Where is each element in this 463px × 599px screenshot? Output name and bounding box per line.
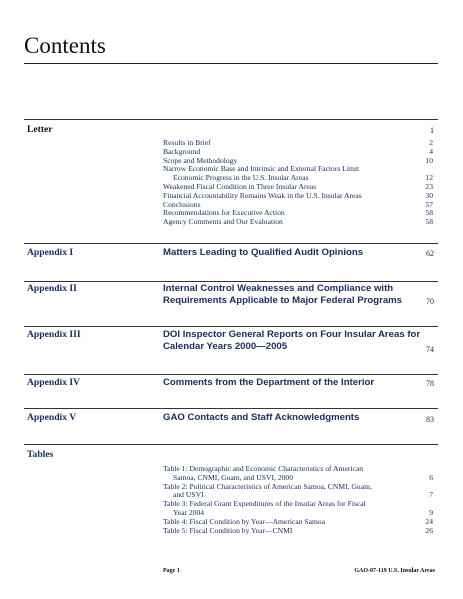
appendix-1-title[interactable]: Matters Leading to Qualified Audit Opinions bbox=[163, 247, 364, 258]
table-entry-text: Table 4: Fiscal Condition by Year—American Samoa bbox=[163, 516, 326, 526]
table-entry-page: 6 bbox=[429, 472, 433, 482]
appendix-3-page: 74 bbox=[426, 345, 434, 354]
appendix-3-label[interactable]: Appendix III bbox=[27, 329, 81, 340]
toc-entry-text: Conclusions bbox=[163, 199, 201, 209]
appendix-5-title[interactable]: GAO Contacts and Staff Acknowledgments bbox=[163, 412, 360, 423]
tables-entries bbox=[163, 465, 433, 535]
toc-entry-text: Results in Brief bbox=[163, 138, 211, 147]
toc-entry-text: Financial Accountability Remains Weak in the U.S. Insular Areas bbox=[163, 190, 362, 200]
appendix-2-page: 70 bbox=[426, 297, 434, 306]
table-entry-text: and USVI bbox=[173, 490, 204, 500]
appendix-2-title[interactable]: Internal Control Weaknesses and Compliance with Requirements Applicable to Major Federal Programs bbox=[163, 283, 403, 306]
appendix-1-rule bbox=[24, 243, 438, 244]
toc-entry-text: Weakened Fiscal Condition in Three Insular Areas bbox=[163, 181, 317, 191]
toc-entry[interactable] bbox=[163, 192, 433, 201]
appendix-1-label[interactable]: Appendix I bbox=[27, 247, 74, 258]
table-entry-page: 7 bbox=[429, 490, 433, 500]
letter-rule bbox=[24, 119, 438, 120]
appendix-3-rule bbox=[24, 326, 438, 327]
table-entry-page: 9 bbox=[429, 507, 433, 517]
toc-entry-page: 10 bbox=[425, 155, 433, 165]
title-rule bbox=[24, 63, 438, 64]
toc-entry-page: 57 bbox=[425, 199, 433, 209]
toc-entry-text: Background bbox=[163, 146, 201, 156]
appendix-4-title[interactable]: Comments from the Department of the Interior bbox=[163, 377, 375, 388]
page-title: Contents bbox=[24, 33, 106, 58]
tables-rule bbox=[24, 444, 438, 445]
toc-entry-page: 4 bbox=[429, 146, 433, 156]
letter-page-number: 1 bbox=[430, 126, 434, 135]
toc-entry[interactable] bbox=[163, 139, 433, 148]
toc-entry[interactable] bbox=[163, 218, 433, 227]
table-entry-text: Table 5: Fiscal Condition by Year—CNMI bbox=[163, 525, 293, 535]
table-entry-page: 26 bbox=[425, 525, 433, 535]
toc-entry-page: 23 bbox=[425, 181, 433, 191]
table-entry-text: Table 1: Demographic and Economic Characteristics of American bbox=[163, 464, 363, 473]
table-entry-text: Table 2: Political Characteristics of American Samoa, CNMI, Guam, bbox=[163, 481, 372, 491]
table-entry[interactable] bbox=[163, 527, 433, 536]
table-entry-text: Year 2004 bbox=[173, 507, 205, 517]
tables-heading[interactable]: Tables bbox=[27, 449, 54, 460]
toc-entry-text: Scope and Methodology bbox=[163, 155, 238, 165]
appendix-5-page: 83 bbox=[426, 415, 434, 424]
appendix-4-label[interactable]: Appendix IV bbox=[27, 377, 81, 388]
appendix-5-label[interactable]: Appendix V bbox=[27, 412, 77, 423]
toc-entry-page: 2 bbox=[429, 138, 433, 147]
appendix-2-label[interactable]: Appendix II bbox=[27, 283, 77, 294]
toc-entry-text: Economic Progress in the U.S. Insular Areas bbox=[173, 173, 309, 183]
appendix-3-title[interactable]: DOI Inspector General Reports on Four Insular Areas for Calendar Years 2000—2005 bbox=[163, 329, 421, 352]
letter-heading[interactable]: Letter bbox=[27, 124, 53, 135]
appendix-4-rule bbox=[24, 374, 438, 375]
footer-page-number: Page 1 bbox=[163, 568, 180, 574]
table-entry-text: Table 3: Federal Grant Expenditures of the Insular Areas for Fiscal bbox=[163, 499, 366, 509]
appendix-4-page: 78 bbox=[426, 379, 434, 388]
toc-entry-text: Recommendations for Executive Action bbox=[163, 208, 285, 218]
toc-entry-page: 58 bbox=[425, 208, 433, 218]
appendix-1-page: 62 bbox=[426, 249, 434, 258]
appendix-2-rule bbox=[24, 281, 438, 282]
toc-entry-page: 12 bbox=[425, 173, 433, 183]
appendix-5-rule bbox=[24, 408, 438, 409]
table-entry-text: Samoa, CNMI, Guam, and USVI, 2000 bbox=[173, 472, 294, 482]
toc-entry-text: Narrow Economic Base and Intrinsic and External Factors Limit bbox=[163, 164, 360, 174]
toc-entry-page: 58 bbox=[425, 217, 433, 227]
toc-entry-page: 30 bbox=[425, 190, 433, 200]
letter-entries bbox=[163, 139, 433, 227]
toc-entry-text: Agency Comments and Our Evaluation bbox=[163, 217, 283, 227]
table-entry-page: 24 bbox=[425, 516, 433, 526]
footer-report-id: GAO-07-119 U.S. Insular Areas bbox=[354, 568, 435, 574]
